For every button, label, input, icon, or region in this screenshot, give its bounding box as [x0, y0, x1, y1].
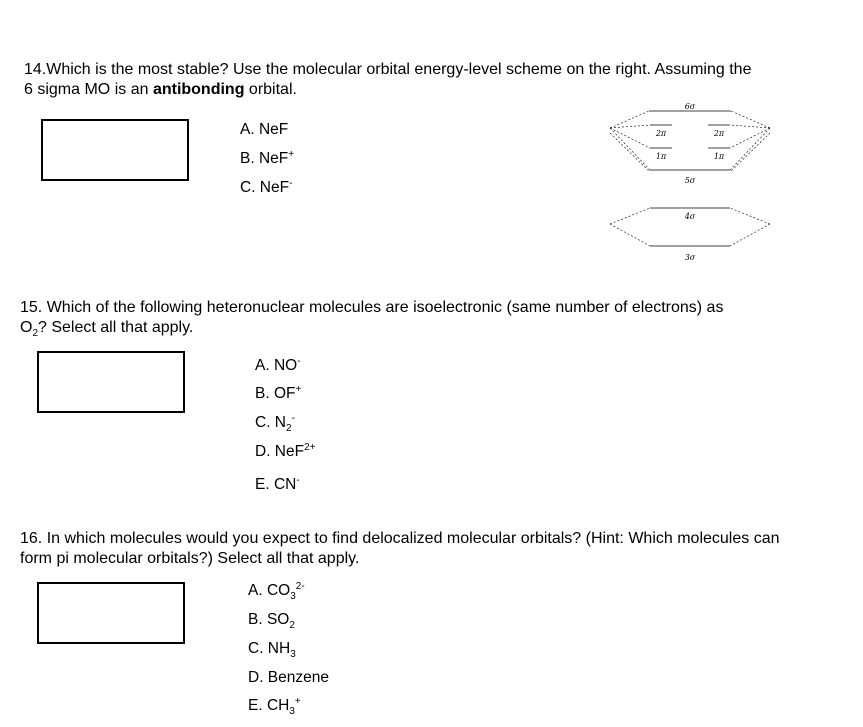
question-15-line-2	[20, 318, 850, 338]
q15-option-b-label: B. OF	[255, 385, 296, 402]
q16-option-b-label: B. SO	[248, 611, 290, 628]
q15-option-d	[255, 443, 316, 461]
q14-line2-post: orbital.	[244, 81, 297, 98]
question-15-text	[20, 298, 850, 338]
q15-option-e-label: E. CN	[255, 476, 297, 493]
q16-option-d	[248, 669, 329, 687]
mo-label-2pi-right: 2π	[713, 129, 725, 138]
q15-option-c	[255, 412, 295, 435]
q16-option-e-label: E. CH	[248, 697, 290, 714]
q14-option-c-label: C. NeF	[240, 179, 290, 196]
q16-option-e-subscript: 3	[289, 706, 295, 718]
q16-option-a-subscript: 3	[290, 591, 296, 603]
q15-option-b-charge: +	[295, 383, 302, 395]
q14-option-c	[240, 179, 292, 197]
q14-option-c-charge: -	[289, 177, 293, 189]
answer-box-q15[interactable]	[37, 351, 185, 413]
q16-option-a	[248, 580, 305, 603]
q16-option-c-label: C. NH	[248, 640, 291, 657]
q16-option-a-label: A. CO	[248, 582, 291, 599]
q14-option-a	[240, 121, 288, 139]
question-14-line-1: 14.Which is the most stable? Use the molecular orbital energy-level scheme on the right. Assuming the	[24, 61, 752, 78]
question-14-text	[24, 60, 854, 100]
q15-option-c-subscript: 2	[286, 423, 292, 435]
q14-option-b	[240, 150, 294, 168]
q14-line2-pre: 6 sigma MO is an	[24, 81, 153, 98]
mo-label-3sigma: 3σ	[684, 253, 696, 262]
q15-line2-sub: 2	[32, 328, 39, 340]
q16-option-a-charge: 2-	[295, 580, 305, 592]
q15-option-a-charge: -	[297, 355, 301, 367]
q15-option-e-charge: -	[296, 474, 300, 486]
question-15-line-1: 15. Which of the following heteronuclear molecules are isoelectronic (same number of electrons) as	[20, 299, 724, 316]
q15-option-e	[255, 476, 300, 494]
question-16-line-2: form pi molecular orbitals?) Select all that apply.	[20, 550, 360, 567]
q15-option-d-charge: 2+	[304, 441, 316, 453]
q16-option-e-charge: +	[294, 695, 301, 707]
question-16-line-1: 16. In which molecules would you expect to find delocalized molecular orbitals? (Hint: Which molecules can	[20, 530, 780, 547]
q16-option-b-subscript: 2	[289, 620, 295, 632]
q16-option-c	[248, 640, 296, 661]
q14-option-b-charge: +	[288, 148, 295, 160]
mo-energy-level-diagram	[610, 100, 770, 270]
q15-option-c-label: C. N	[255, 414, 286, 431]
question-14-line-2	[24, 80, 854, 100]
q16-option-d-label: D. Benzene	[248, 669, 329, 686]
q15-option-d-label: D. NeF	[255, 443, 305, 460]
answer-box-q16[interactable]	[37, 582, 185, 644]
q15-option-c-charge: -	[291, 412, 295, 424]
mo-label-4sigma: 4σ	[684, 212, 696, 221]
q15-option-a-label: A. NO	[255, 357, 298, 374]
q15-line2-post: ? Select all that apply.	[38, 319, 194, 336]
mo-label-6sigma: 6σ	[684, 102, 696, 111]
mo-label-1pi-right: 1π	[713, 152, 725, 161]
q14-line2-bold: antibonding	[152, 81, 245, 98]
q15-option-a	[255, 357, 301, 375]
mo-label-2pi-left: 2π	[655, 129, 667, 138]
q14-option-b-label: B. NeF	[240, 150, 289, 167]
answer-box-q14[interactable]	[41, 119, 189, 181]
q16-option-e	[248, 695, 301, 718]
q16-option-c-subscript: 3	[290, 649, 296, 661]
q15-line2-pre: O	[20, 319, 33, 336]
q16-option-b	[248, 611, 295, 632]
mo-label-5sigma: 5σ	[684, 176, 696, 185]
question-16-text	[20, 529, 863, 569]
q15-option-b	[255, 385, 301, 403]
mo-label-1pi-left: 1π	[655, 152, 667, 161]
q14-option-a-label: A. NeF	[240, 121, 289, 138]
